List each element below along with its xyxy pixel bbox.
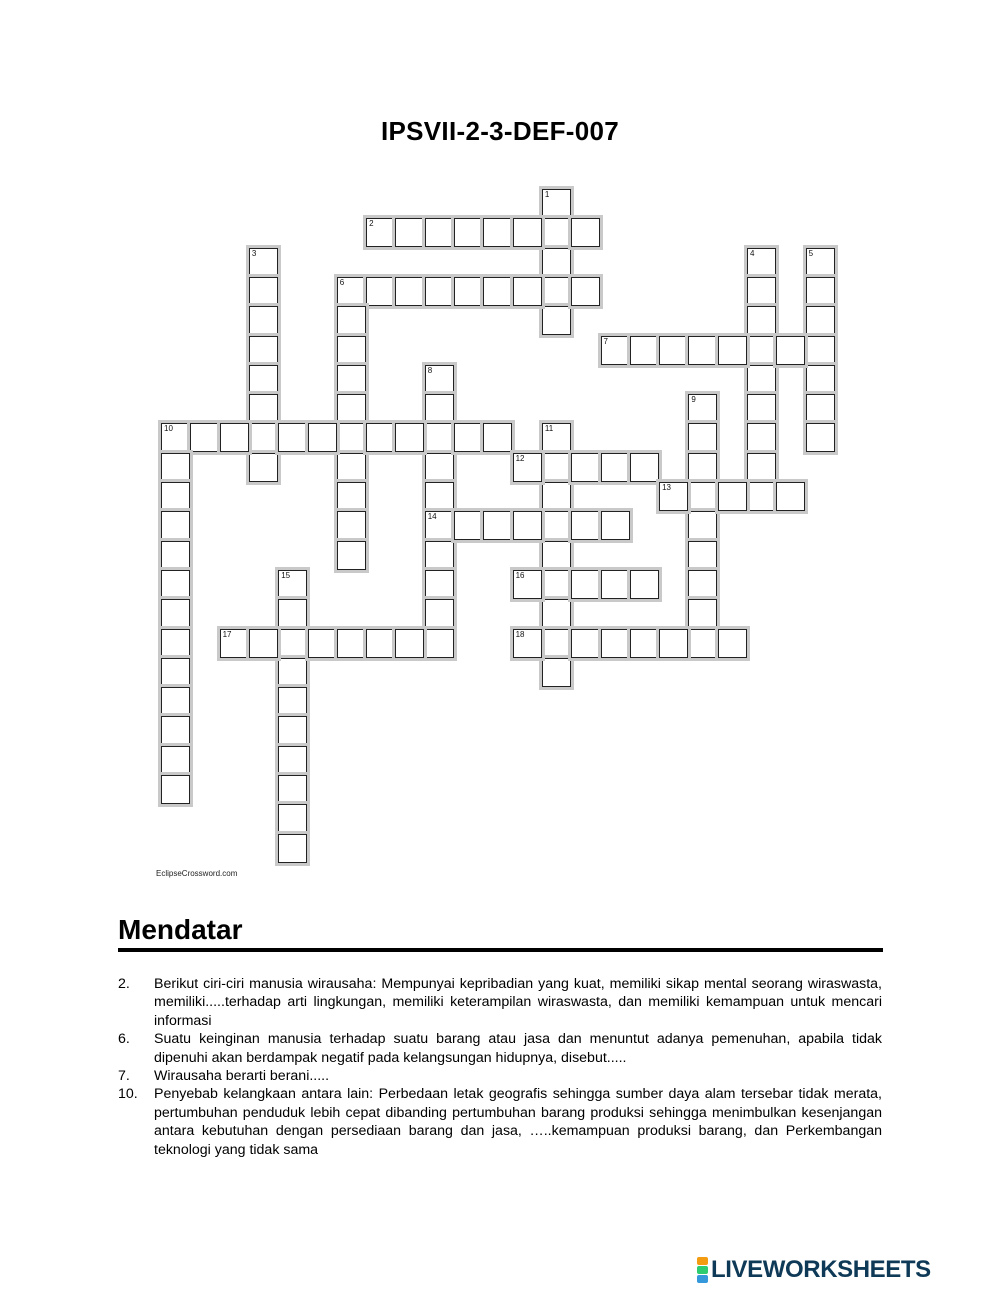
crossword-cell[interactable] <box>747 482 776 511</box>
crossword-cell[interactable] <box>395 423 424 452</box>
crossword-cell[interactable] <box>483 218 512 247</box>
cell-number: 11 <box>544 424 554 434</box>
crossword-cell[interactable] <box>249 336 278 365</box>
crossword-cell[interactable] <box>659 629 688 658</box>
crossword-cell[interactable] <box>747 394 776 423</box>
crossword-cell[interactable] <box>308 629 337 658</box>
crossword-cell[interactable] <box>542 453 571 482</box>
crossword-cell[interactable] <box>483 423 512 452</box>
crossword-cell[interactable] <box>571 218 600 247</box>
clue-2 <box>118 975 882 1030</box>
crossword-cell[interactable] <box>718 482 747 511</box>
cell-number: 8 <box>427 365 433 375</box>
crossword-cell[interactable] <box>278 716 307 745</box>
crossword-cell[interactable] <box>161 775 190 804</box>
crossword-cell[interactable] <box>688 599 717 628</box>
section-heading-mendatar: Mendatar <box>118 914 243 945</box>
crossword-cell[interactable] <box>571 511 600 540</box>
crossword-cell[interactable] <box>337 423 366 452</box>
crossword-cell[interactable] <box>278 775 307 804</box>
crossword-cell[interactable] <box>630 453 659 482</box>
crossword-cell[interactable] <box>513 277 542 306</box>
crossword-cell[interactable] <box>542 629 571 658</box>
liveworksheets-logo[interactable] <box>697 1255 931 1285</box>
crossword-cell[interactable] <box>806 306 835 335</box>
crossword-cell[interactable] <box>688 336 717 365</box>
cell-number: 4 <box>750 248 755 258</box>
crossword-cell[interactable] <box>337 541 366 570</box>
crossword-cell[interactable] <box>630 570 659 599</box>
crossword-cell[interactable] <box>688 629 717 658</box>
crossword-cell-start-2[interactable] <box>366 218 395 247</box>
crossword-cell[interactable] <box>630 336 659 365</box>
crossword-cell[interactable] <box>278 746 307 775</box>
crossword-cell[interactable] <box>425 599 454 628</box>
crossword-cell[interactable] <box>161 570 190 599</box>
cell-number: 7 <box>603 336 608 346</box>
crossword-cell[interactable] <box>688 541 717 570</box>
crossword-cell[interactable] <box>161 687 190 716</box>
clue-6 <box>118 1030 882 1067</box>
crossword-cell[interactable] <box>542 658 571 687</box>
cell-number: 18 <box>515 629 525 639</box>
crossword-cell[interactable] <box>161 511 190 540</box>
crossword-cell[interactable] <box>688 570 717 599</box>
crossword-cell[interactable] <box>249 365 278 394</box>
crossword-cell-start-6[interactable] <box>337 277 366 306</box>
crossword-cell[interactable] <box>278 804 307 833</box>
crossword-cell[interactable] <box>308 423 337 452</box>
crossword-cell[interactable] <box>161 599 190 628</box>
crossword-cell[interactable] <box>366 277 395 306</box>
clue-number: 6. <box>118 1031 130 1048</box>
crossword-cell[interactable] <box>542 277 571 306</box>
crossword-cell[interactable] <box>571 277 600 306</box>
crossword-cell[interactable] <box>395 277 424 306</box>
crossword-cell[interactable] <box>542 570 571 599</box>
crossword-cell[interactable] <box>337 482 366 511</box>
crossword-cell[interactable] <box>542 599 571 628</box>
clue-10 <box>118 1085 882 1159</box>
clue-7 <box>118 1067 882 1085</box>
crossword-cell[interactable] <box>278 599 307 628</box>
clue-text: Berikut ciri-ciri manusia wirausaha: Mempunyai kepribadian yang kuat, memiliki sikap mental seorang wiraswasta, memiliki.....terhadap arti lingkungan, memiliki keterampilan wiraswasta, dan memiliki kemampuan untuk mencari informasi <box>154 976 882 1029</box>
mark-block-icon <box>697 1275 708 1283</box>
clue-list <box>118 975 882 1159</box>
cell-number: 2 <box>369 219 374 229</box>
crossword-cell[interactable] <box>571 570 600 599</box>
cell-number: 6 <box>339 277 345 287</box>
cell-number: 12 <box>515 453 525 463</box>
crossword-cell-start-17[interactable] <box>220 629 249 658</box>
crossword-cell[interactable] <box>249 306 278 335</box>
crossword-cell[interactable] <box>278 423 307 452</box>
crossword-cell-start-9[interactable] <box>688 394 717 423</box>
crossword-cell[interactable] <box>542 248 571 277</box>
cell-number: 17 <box>222 629 232 639</box>
heading-rule <box>118 948 883 952</box>
clue-text: Suatu keinginan manusia terhadap suatu barang atau jasa dan menuntut adanya pemenuhan, apabila tidak dipenuhi akan berdampak negatif pada kelangsungan hidupnya, disebut..... <box>154 1031 882 1066</box>
crossword-cell[interactable] <box>747 453 776 482</box>
crossword-cell[interactable] <box>483 277 512 306</box>
crossword-cell[interactable] <box>425 277 454 306</box>
crossword-cell[interactable] <box>806 423 835 452</box>
crossword-cell[interactable] <box>542 482 571 511</box>
crossword-cell[interactable] <box>425 394 454 423</box>
crossword-cell[interactable] <box>395 218 424 247</box>
crossword-cell[interactable] <box>366 629 395 658</box>
crossword-cell-start-8[interactable] <box>425 365 454 394</box>
crossword-cell-start-13[interactable] <box>659 482 688 511</box>
crossword-cell[interactable] <box>454 423 483 452</box>
crossword-cell[interactable] <box>249 277 278 306</box>
cell-number: 13 <box>662 483 671 492</box>
cell-number: 1 <box>544 190 550 199</box>
crossword-cell[interactable] <box>249 629 278 658</box>
crossword-cell[interactable] <box>718 629 747 658</box>
crossword-cell[interactable] <box>161 482 190 511</box>
crossword-cell[interactable] <box>366 423 395 452</box>
crossword-cell[interactable] <box>161 629 190 658</box>
crossword-cell[interactable] <box>425 453 454 482</box>
crossword-cell[interactable] <box>571 629 600 658</box>
crossword-cell[interactable] <box>806 394 835 423</box>
credit-text: EclipseCrossword.com <box>156 869 238 878</box>
crossword-cell[interactable] <box>425 218 454 247</box>
cell-number: 9 <box>691 395 696 405</box>
crossword-cell[interactable] <box>161 658 190 687</box>
crossword-cell[interactable] <box>747 277 776 306</box>
mark-block-icon <box>697 1257 708 1265</box>
clue-number: 7. <box>118 1068 130 1085</box>
crossword-cell[interactable] <box>425 570 454 599</box>
crossword-cell[interactable] <box>425 541 454 570</box>
crossword-cell[interactable] <box>249 394 278 423</box>
crossword-cell-start-3[interactable] <box>249 248 278 277</box>
crossword-cell[interactable] <box>806 277 835 306</box>
crossword-cell[interactable] <box>659 336 688 365</box>
crossword-cell[interactable] <box>571 453 600 482</box>
crossword-cell[interactable] <box>249 453 278 482</box>
crossword-cell[interactable] <box>688 511 717 540</box>
crossword-cell-start-16[interactable] <box>513 570 542 599</box>
crossword-cell[interactable] <box>454 218 483 247</box>
crossword-cell[interactable] <box>337 394 366 423</box>
crossword-cell[interactable] <box>747 423 776 452</box>
crossword-cell-start-1[interactable] <box>542 189 571 218</box>
crossword-cell[interactable] <box>747 306 776 335</box>
crossword-cell[interactable] <box>161 541 190 570</box>
crossword-cell[interactable] <box>454 277 483 306</box>
crossword-cell-start-18[interactable] <box>513 629 542 658</box>
cell-number: 14 <box>427 512 437 522</box>
crossword-cell[interactable] <box>601 629 630 658</box>
crossword-cell[interactable] <box>161 716 190 745</box>
cell-number: 10 <box>164 424 173 434</box>
crossword-cell[interactable] <box>776 482 805 511</box>
crossword-cell[interactable] <box>278 834 307 863</box>
crossword-cell[interactable] <box>601 570 630 599</box>
crossword-cell[interactable] <box>776 336 805 365</box>
crossword-cell[interactable] <box>688 482 717 511</box>
crossword-cell[interactable] <box>718 336 747 365</box>
crossword-cell[interactable] <box>806 365 835 394</box>
crossword-cell-start-14[interactable] <box>425 511 454 540</box>
mark-block-icon <box>697 1266 708 1274</box>
crossword-cell[interactable] <box>747 336 776 365</box>
crossword-cell[interactable] <box>630 629 659 658</box>
crossword-cell[interactable] <box>601 511 630 540</box>
crossword-cell[interactable] <box>337 511 366 540</box>
clue-number: 2. <box>118 976 130 992</box>
crossword-cell[interactable] <box>249 423 278 452</box>
liveworksheets-mark-icon <box>697 1257 708 1283</box>
crossword-cell[interactable] <box>542 511 571 540</box>
crossword-cell[interactable] <box>513 218 542 247</box>
crossword-cell[interactable] <box>513 511 542 540</box>
clue-text: Penyebab kelangkaan antara lain: Perbedaan letak geografis sehingga sumber daya alam tersebar tidak merata, pertumbuhan penduduk lebih cepat dibanding pertumbuhan barang produksi sehingga menimbulkan kesenjangan antara kebutuhan dengan persediaan barang dan jasa, …..kemampuan produksi barang, dan Perkembangan teknologi yang tidak sama <box>154 1086 882 1158</box>
crossword-cell[interactable] <box>688 423 717 452</box>
liveworksheets-wordmark: LIVEWORKSHEETS <box>711 1256 931 1283</box>
crossword-cell[interactable] <box>425 423 454 452</box>
crossword-cell[interactable] <box>337 306 366 335</box>
cell-number: 3 <box>251 248 257 258</box>
crossword-cell[interactable] <box>220 423 249 452</box>
crossword-cell[interactable] <box>425 482 454 511</box>
crossword-cell[interactable] <box>161 453 190 482</box>
crossword-cell[interactable] <box>395 629 424 658</box>
crossword-cell[interactable] <box>337 453 366 482</box>
crossword-cell-start-5[interactable] <box>806 248 835 277</box>
crossword-cell-start-12[interactable] <box>513 453 542 482</box>
clue-number: 10. <box>118 1086 138 1103</box>
crossword-cell[interactable] <box>542 306 571 335</box>
crossword-cell-start-11[interactable] <box>542 423 571 452</box>
crossword-cell[interactable] <box>425 629 454 658</box>
crossword-cell[interactable] <box>337 336 366 365</box>
crossword-cell-start-7[interactable] <box>601 336 630 365</box>
crossword-cell-start-4[interactable] <box>747 248 776 277</box>
crossword-cell[interactable] <box>806 336 835 365</box>
crossword-cell[interactable] <box>161 746 190 775</box>
crossword-cell[interactable] <box>337 365 366 394</box>
crossword-cell[interactable] <box>337 629 366 658</box>
worksheet-title: IPSVII-2-3-DEF-007 <box>380 116 620 146</box>
crossword-cell[interactable] <box>454 511 483 540</box>
clue-text: Wirausaha berarti berani..... <box>154 1068 330 1085</box>
crossword-cell[interactable] <box>747 365 776 394</box>
crossword-cell[interactable] <box>278 629 307 658</box>
crossword-cell[interactable] <box>542 541 571 570</box>
crossword-cell-start-15[interactable] <box>278 570 307 599</box>
crossword-cell[interactable] <box>542 218 571 247</box>
crossword-cell[interactable] <box>483 511 512 540</box>
cell-number: 15 <box>281 570 291 580</box>
crossword-cell[interactable] <box>278 658 307 687</box>
crossword-cell-start-10[interactable] <box>161 423 190 452</box>
cell-number: 16 <box>515 570 525 580</box>
cell-number: 5 <box>808 248 814 258</box>
crossword-cell[interactable] <box>688 453 717 482</box>
crossword-cell[interactable] <box>601 453 630 482</box>
crossword-cell[interactable] <box>278 687 307 716</box>
crossword-cell[interactable] <box>190 423 219 452</box>
